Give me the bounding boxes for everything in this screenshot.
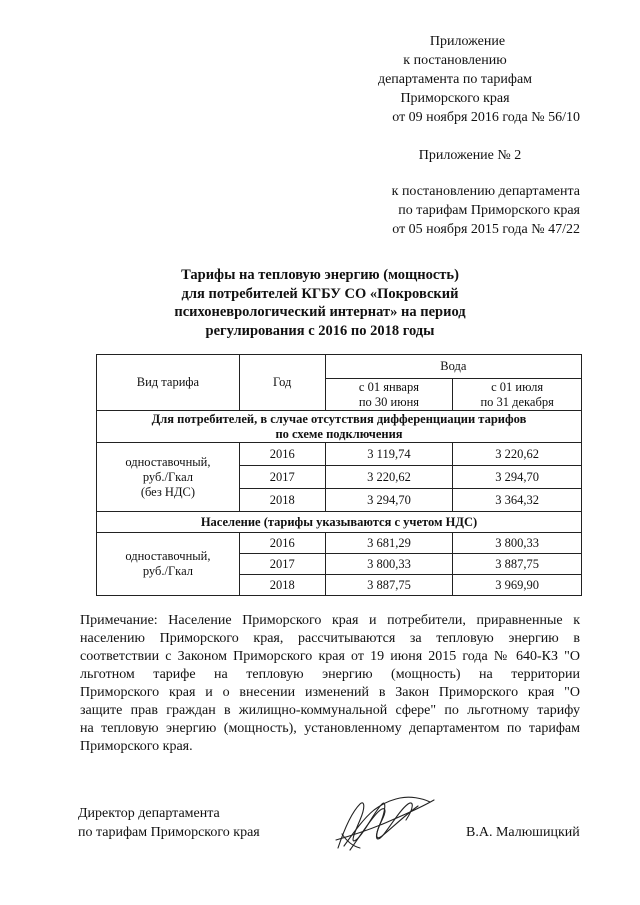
table-row <box>97 443 582 466</box>
signatory-name: В.А. Малюшицкий <box>466 825 580 840</box>
note-line: льготном тарифе на тепловую энергию (мощность) на территории <box>80 667 580 682</box>
value-cell: 3 681,29 <box>325 533 453 554</box>
year-cell: 2018 <box>239 489 325 512</box>
section1-tariff: одноставочный, руб./Гкал (без НДС) <box>97 443 240 512</box>
note-paragraph <box>80 612 580 756</box>
appendix-line: к постановлению <box>403 53 507 68</box>
note-line: Примечание: Население Приморского края и потребители, приравненные к <box>80 613 580 628</box>
value-cell: 3 887,75 <box>325 575 453 596</box>
tariff-table <box>96 354 582 596</box>
value-cell: 3 220,62 <box>453 443 582 466</box>
appendix-header <box>330 32 580 127</box>
col-header-water: Вода <box>325 355 581 379</box>
appendix2-line: от 05 ноября 2015 года № 47/22 <box>392 222 580 237</box>
appendix2-title: Приложение № 2 <box>418 148 522 163</box>
value-cell: 3 220,62 <box>325 466 453 489</box>
value-cell: 3 800,33 <box>453 533 582 554</box>
year-cell: 2016 <box>239 533 325 554</box>
section2-title: Население (тарифы указываются с учетом НДС) <box>97 512 582 533</box>
col-header-period2: с 01 июля по 31 декабря <box>453 379 582 411</box>
table-row <box>97 533 582 554</box>
title-line: регулирования с 2016 по 2018 годы <box>205 322 435 339</box>
value-cell: 3 294,70 <box>325 489 453 512</box>
note-line: населению Приморского края, рассчитываются за тепловую энергию в <box>80 631 580 646</box>
appendix-line: от 09 ноября 2016 года № 56/10 <box>392 110 580 125</box>
year-cell: 2018 <box>239 575 325 596</box>
year-cell: 2017 <box>239 466 325 489</box>
value-cell: 3 119,74 <box>325 443 453 466</box>
col-header-tariff: Вид тарифа <box>97 355 240 411</box>
note-line: соответствии с Законом Приморского края от 19 июня 2015 года № 640-КЗ "О <box>80 649 580 664</box>
section2-tariff: одноставочный, руб./Гкал <box>97 533 240 596</box>
title-line: психоневрологический интернат» на период <box>174 304 466 320</box>
appendix-title: Приложение <box>429 34 506 49</box>
note-line: Приморского края и о внесении изменений в Закон Приморского края "О <box>80 685 580 700</box>
handwritten-signature <box>330 790 440 856</box>
appendix2-line: к постановлению департамента <box>391 184 580 199</box>
col-header-year: Год <box>239 355 325 411</box>
section1-title: Для потребителей, в случае отсутствия дифференциации тарифов по схеме подключения <box>97 411 582 443</box>
document-title <box>120 266 520 340</box>
title-line: Тарифы на тепловую энергию (мощность) <box>181 267 459 283</box>
value-cell: 3 294,70 <box>453 466 582 489</box>
note-line: на тепловую энергию (мощность), установленному департаментом по тарифам <box>80 721 580 736</box>
signatory-position: Директор департамента по тарифам Приморского края <box>78 806 260 840</box>
value-cell: 3 887,75 <box>453 554 582 575</box>
year-cell: 2017 <box>239 554 325 575</box>
title-line: для потребителей КГБУ СО «Покровский <box>181 285 459 302</box>
appendix2-line: по тарифам Приморского края <box>398 203 580 218</box>
col-header-period1: с 01 января по 30 июня <box>325 379 453 411</box>
note-line: Приморского края. <box>80 739 193 754</box>
appendix-line: Приморского края <box>400 91 510 106</box>
appendix2-header <box>330 146 580 239</box>
value-cell: 3 969,90 <box>453 575 582 596</box>
year-cell: 2016 <box>239 443 325 466</box>
value-cell: 3 364,32 <box>453 489 582 512</box>
note-line: защите прав граждан в жилищно-коммунальной сфере" по льготному тарифу <box>80 703 580 718</box>
value-cell: 3 800,33 <box>325 554 453 575</box>
appendix-line: департамента по тарифам <box>377 72 533 87</box>
